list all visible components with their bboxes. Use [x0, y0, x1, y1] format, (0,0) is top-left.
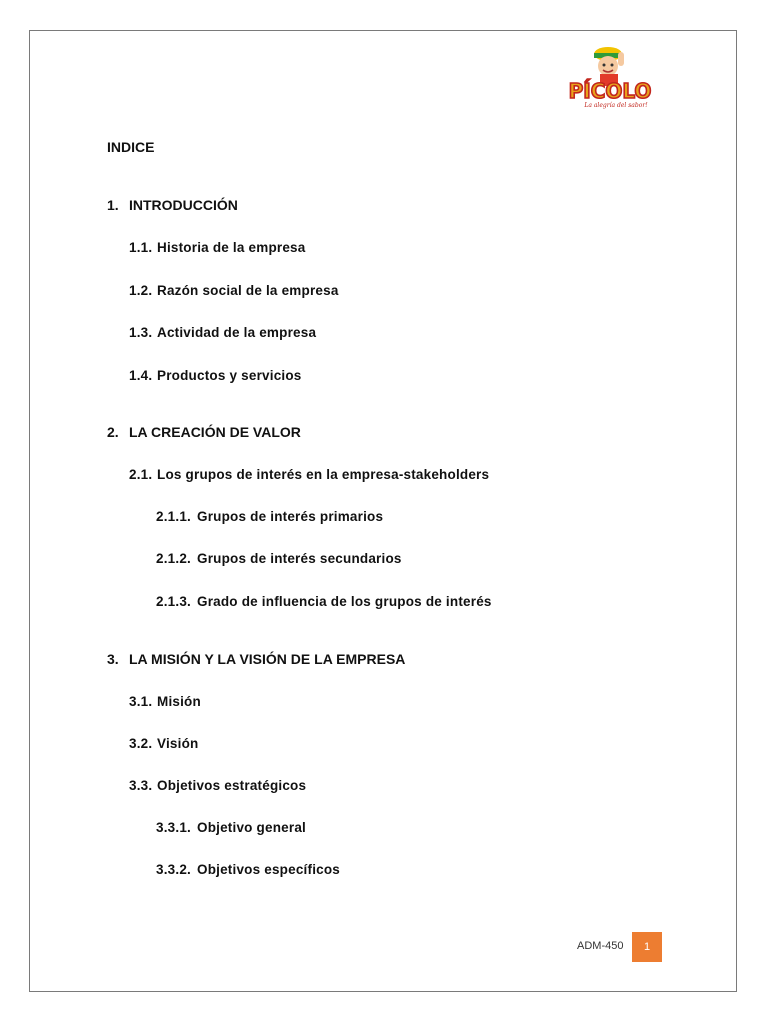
toc-entry-title: Razón social de la empresa [157, 283, 339, 298]
toc-entry-number: 1.4. [129, 368, 153, 383]
page-number-badge: 1 [632, 932, 662, 962]
logo-tagline: La alegría del sabor! [584, 102, 648, 109]
toc-entry-number: 2.1.3. [156, 594, 191, 609]
toc-entry-number: 1.2. [129, 283, 153, 298]
toc-entry-title: INTRODUCCIÓN [129, 197, 238, 213]
logo-wordmark: PÍCOLO [568, 79, 652, 103]
toc-entry-title: Visión [157, 736, 199, 751]
toc-entry [156, 594, 492, 609]
toc-entry [129, 283, 339, 298]
toc-entry-number: 2.1. [129, 467, 153, 482]
toc-entry-number: 3.3. [129, 778, 153, 793]
toc-entry-title: Objetivos estratégicos [157, 778, 307, 793]
toc-entry-number: 3.1. [129, 694, 153, 709]
toc-entry-title: Objetivos específicos [197, 862, 341, 877]
toc-entry-number: 3.3.2. [156, 862, 191, 877]
picolo-logo [556, 44, 664, 110]
toc-entry [107, 197, 238, 213]
toc-entry-number: 1.3. [129, 325, 153, 340]
toc-entry-number: 2.1.1. [156, 509, 191, 524]
toc-entry [129, 694, 201, 709]
toc-entry-title: Objetivo general [197, 820, 306, 835]
toc-entry-title: LA CREACIÓN DE VALOR [129, 424, 301, 440]
toc-entry [129, 325, 316, 340]
toc-entry-number: 3. [107, 651, 119, 667]
toc-entry [156, 551, 402, 566]
toc-entry-title: Los grupos de interés en la empresa-stakeholders [157, 467, 490, 482]
toc-entry-title: Historia de la empresa [157, 240, 306, 255]
toc-entry-title: Productos y servicios [157, 368, 302, 383]
toc-entry-title: Grupos de interés secundarios [197, 551, 402, 566]
toc-entry [129, 368, 302, 383]
toc-entry-title: Misión [157, 694, 201, 709]
footer-code: ADM-450 [577, 940, 624, 952]
toc-entry [129, 467, 489, 482]
toc-entry-number: 2.1.2. [156, 551, 191, 566]
toc-entry-title: Actividad de la empresa [157, 325, 317, 340]
toc-entry [107, 424, 301, 440]
toc-heading: INDICE [107, 139, 155, 155]
toc-entry [156, 509, 383, 524]
toc-entry [129, 736, 198, 751]
toc-entry [107, 651, 405, 667]
toc-entry [156, 820, 306, 835]
toc-entry [129, 240, 305, 255]
toc-entry-number: 3.2. [129, 736, 153, 751]
toc-entry [156, 862, 340, 877]
toc-entry-number: 1. [107, 197, 119, 213]
toc-entry [129, 778, 306, 793]
toc-entry-title: LA MISIÓN Y LA VISIÓN DE LA EMPRESA [129, 651, 406, 667]
toc-entry-title: Grado de influencia de los grupos de interés [197, 594, 492, 609]
toc-entry-number: 1.1. [129, 240, 153, 255]
toc-entry-number: 3.3.1. [156, 820, 191, 835]
toc-entry-title: Grupos de interés primarios [197, 509, 384, 524]
toc-entry-number: 2. [107, 424, 119, 440]
